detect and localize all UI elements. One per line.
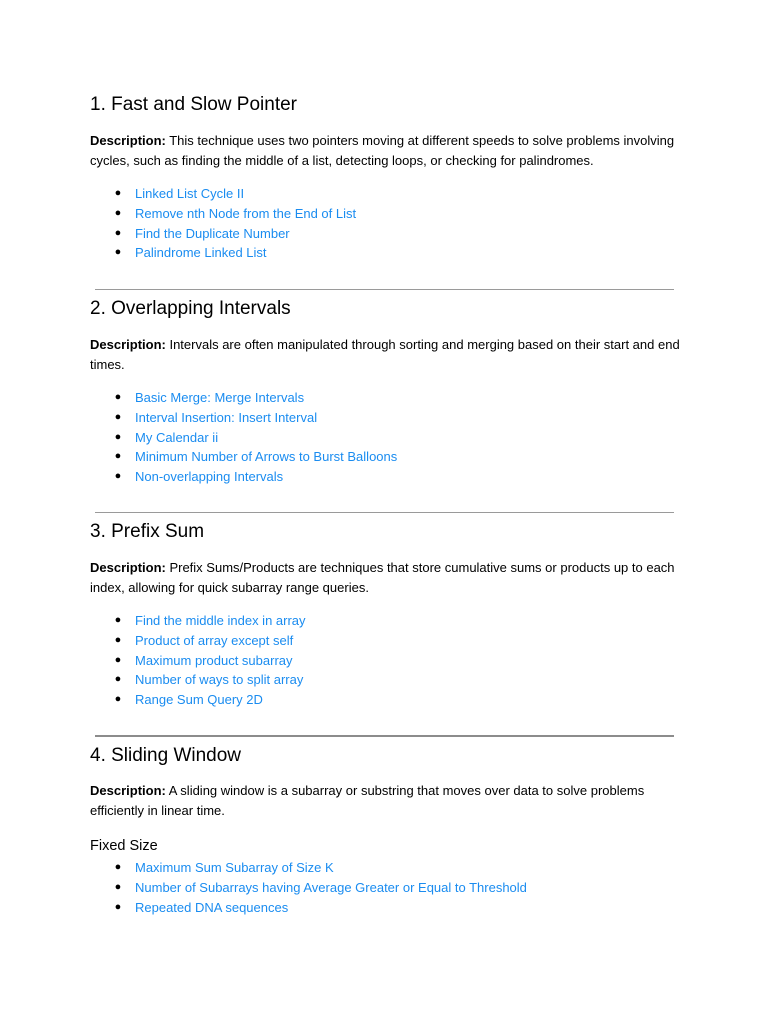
link-list (90, 184, 680, 263)
problem-link[interactable]: Basic Merge: Merge Intervals (135, 390, 305, 405)
bullet-icon: ● (114, 391, 122, 403)
problem-link[interactable]: Repeated DNA sequences (135, 899, 289, 915)
list-item (90, 878, 680, 898)
list-item (90, 690, 680, 710)
bullet-icon: ● (114, 450, 122, 463)
bullet-icon: ● (114, 633, 122, 646)
problem-link[interactable]: Maximum product subarray (135, 652, 293, 668)
section-description (90, 558, 680, 598)
section-fast-slow-pointer (90, 93, 680, 263)
section-overlapping-intervals (90, 297, 680, 487)
bullet-icon: ● (114, 410, 122, 423)
section-heading: 2. Overlapping Intervals (90, 298, 291, 319)
problem-link[interactable]: Linked List Cycle II (135, 186, 245, 201)
section-description (90, 781, 680, 821)
link-list (90, 388, 680, 487)
section-prefix-sum (90, 520, 680, 710)
list-item (90, 651, 680, 671)
bullet-icon: ● (114, 187, 122, 199)
problem-link[interactable]: Palindrome Linked List (135, 245, 267, 261)
section-divider (95, 735, 674, 737)
section-heading: 3. Prefix Sum (90, 521, 205, 542)
description-text: Intervals are often manipulated through sorting and merging based on their start and end times. (90, 337, 680, 372)
section-heading: 1. Fast and Slow Pointer (90, 94, 297, 115)
bullet-icon: ● (114, 673, 122, 686)
list-item (90, 184, 680, 204)
problem-link[interactable]: Non-overlapping Intervals (135, 469, 284, 485)
list-item (90, 611, 680, 631)
problem-link[interactable]: Remove nth Node from the End of List (135, 205, 357, 221)
description-label: Description: (90, 133, 166, 148)
bullet-icon: ● (114, 206, 122, 219)
bullet-icon: ● (114, 861, 122, 873)
description-label: Description: (90, 560, 166, 575)
section-description (90, 335, 680, 375)
problem-link[interactable]: Product of array except self (135, 632, 294, 648)
list-item (90, 898, 680, 918)
subsection-heading: Fixed Size (90, 838, 158, 854)
bullet-icon: ● (114, 430, 122, 443)
description-label: Description: (90, 783, 166, 798)
problem-link[interactable]: Find the middle index in array (135, 613, 306, 628)
problem-link[interactable]: Minimum Number of Arrows to Burst Balloons (135, 449, 398, 465)
problem-link[interactable]: Range Sum Query 2D (135, 692, 263, 708)
list-item (90, 858, 680, 878)
problem-link[interactable]: Find the Duplicate Number (135, 225, 290, 241)
problem-link[interactable]: My Calendar ii (135, 429, 219, 445)
bullet-icon: ● (114, 653, 122, 666)
list-item (90, 204, 680, 224)
list-item (90, 224, 680, 244)
list-item (90, 631, 680, 651)
bullet-icon: ● (114, 880, 122, 893)
link-list (90, 858, 680, 917)
description-text: Prefix Sums/Products are techniques that store cumulative sums or products up to each index, allowing for quick subarray range queries. (90, 560, 675, 595)
section-heading: 4. Sliding Window (90, 745, 242, 766)
section-divider (95, 512, 674, 513)
section-divider (95, 289, 674, 290)
link-list (90, 611, 680, 710)
list-item (90, 428, 680, 448)
list-item (90, 408, 680, 428)
list-item (90, 467, 680, 487)
description-text: A sliding window is a subarray or substring that moves over data to solve problems efficiently in linear time. (90, 783, 645, 818)
description-label: Description: (90, 337, 166, 352)
bullet-icon: ● (114, 246, 122, 259)
problem-link[interactable]: Number of Subarrays having Average Greater or Equal to Threshold (135, 879, 527, 895)
problem-link[interactable]: Interval Insertion: Insert Interval (135, 409, 318, 425)
bullet-icon: ● (114, 900, 122, 913)
description-text: This technique uses two pointers moving at different speeds to solve problems involving cycles, such as finding the middle of a list, detecting loops, or checking for palindromes. (90, 133, 675, 168)
list-item (90, 447, 680, 467)
bullet-icon: ● (114, 470, 122, 483)
list-item (90, 670, 680, 690)
list-item (90, 388, 680, 408)
bullet-icon: ● (114, 226, 122, 239)
problem-link[interactable]: Maximum Sum Subarray of Size K (135, 860, 334, 875)
bullet-icon: ● (114, 693, 122, 706)
section-sliding-window (90, 744, 680, 917)
bullet-icon: ● (114, 614, 122, 626)
problem-link[interactable]: Number of ways to split array (135, 672, 304, 688)
list-item (90, 243, 680, 263)
section-description (90, 131, 680, 171)
